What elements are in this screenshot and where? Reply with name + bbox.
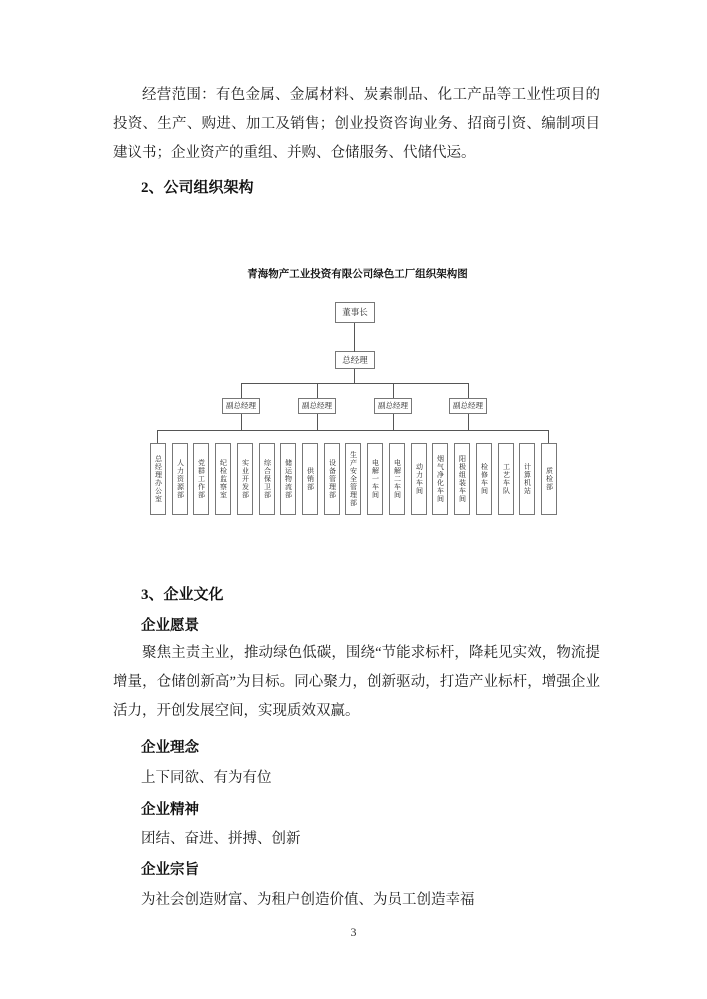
org-dept-box [215, 443, 231, 515]
philosophy-label: 企业理念 [141, 740, 199, 756]
org-dept-label: 电解二车间 [393, 459, 402, 499]
org-dept-label: 质检部 [545, 467, 554, 491]
connector-line [317, 414, 318, 430]
connector-line [241, 383, 469, 384]
org-box-general-manager: 总经理 [335, 351, 375, 369]
org-dept-box [454, 443, 470, 515]
org-dept-label: 党群工作部 [197, 459, 206, 499]
business-scope-paragraph: 经营范围：有色金属、金属材料、炭素制品、化工产品等工业性项目的投资、生产、购进、加工及销售；创业投资咨询业务、招商引资、编制项目建议书；企业资产的重组、并购、仓储服务、代储代运。 [113, 87, 600, 161]
org-dept-label: 阳极组装车间 [458, 455, 467, 503]
connector-line [393, 414, 394, 430]
org-dept-box [476, 443, 492, 515]
org-dept-box [259, 443, 275, 515]
org-dept-box [150, 443, 166, 515]
vision-label: 企业愿景 [141, 618, 199, 634]
org-box-deputy: 副总经理 [298, 398, 336, 414]
org-dept-label: 工艺车队 [502, 463, 511, 495]
org-dept-box [172, 443, 188, 515]
org-dept-box [324, 443, 340, 515]
org-dept-label: 纪检监察室 [219, 459, 228, 499]
org-dept-box [237, 443, 253, 515]
philosophy-text: 上下同欲、有为有位 [141, 770, 272, 786]
org-box-deputy: 副总经理 [222, 398, 260, 414]
org-dept-box [302, 443, 318, 515]
org-box-deputy: 副总经理 [374, 398, 412, 414]
org-dept-box [519, 443, 535, 515]
org-box-chairman: 董事长 [335, 302, 375, 323]
org-dept-box [498, 443, 514, 515]
org-dept-label: 设备管理部 [328, 459, 337, 499]
connector-line [468, 383, 469, 398]
org-dept-box [193, 443, 209, 515]
spirit-text: 团结、奋进、拼搏、创新 [141, 831, 301, 847]
connector-line [157, 430, 158, 443]
spirit-label: 企业精神 [141, 802, 199, 818]
org-dept-label: 生产安全管理部 [349, 451, 358, 507]
org-dept-box [345, 443, 361, 515]
org-dept-box [280, 443, 296, 515]
org-dept-label: 电解一车间 [371, 459, 380, 499]
connector-line [393, 383, 394, 398]
connector-line [354, 369, 355, 383]
heading-org-structure: 2、公司组织架构 [141, 180, 254, 196]
org-dept-box [367, 443, 383, 515]
org-dept-label: 计算机站 [523, 463, 532, 495]
org-dept-label: 储运物流部 [284, 459, 293, 499]
org-dept-label: 检修车间 [480, 463, 489, 495]
org-dept-box [411, 443, 427, 515]
org-dept-label: 总经理办公室 [154, 455, 163, 503]
connector-line [157, 430, 549, 431]
connector-line [241, 414, 242, 430]
connector-line [468, 414, 469, 430]
org-dept-box [389, 443, 405, 515]
vision-paragraph: 聚焦主责主业，推动绿色低碳，围绕“节能求标杆，降耗见实效，物流提增量，仓储创新高”为目标。同心聚力，创新驱动，打造产业标杆，增强企业活力，开创发展空间，实现质效双赢。 [113, 645, 600, 719]
purpose-text: 为社会创造财富、为租户创造价值、为员工创造幸福 [141, 892, 475, 908]
connector-line [317, 383, 318, 398]
connector-line [548, 430, 549, 443]
heading-corporate-culture: 3、企业文化 [141, 587, 224, 603]
org-dept-box [432, 443, 448, 515]
connector-line [354, 323, 355, 352]
org-dept-label: 综合保卫部 [263, 459, 272, 499]
page-number: 3 [350, 925, 357, 939]
org-dept-box [541, 443, 557, 515]
org-chart-title: 青海物产工业投资有限公司绿色工厂组织架构图 [247, 269, 468, 280]
connector-line [241, 383, 242, 398]
org-dept-label: 人力资源部 [176, 459, 185, 499]
org-dept-label: 烟气净化车间 [436, 455, 445, 503]
org-box-deputy: 副总经理 [449, 398, 487, 414]
org-dept-label: 动力车间 [415, 463, 424, 495]
org-dept-label: 实业开发部 [241, 459, 250, 499]
org-dept-label: 供销部 [306, 467, 315, 491]
purpose-label: 企业宗旨 [141, 862, 199, 878]
